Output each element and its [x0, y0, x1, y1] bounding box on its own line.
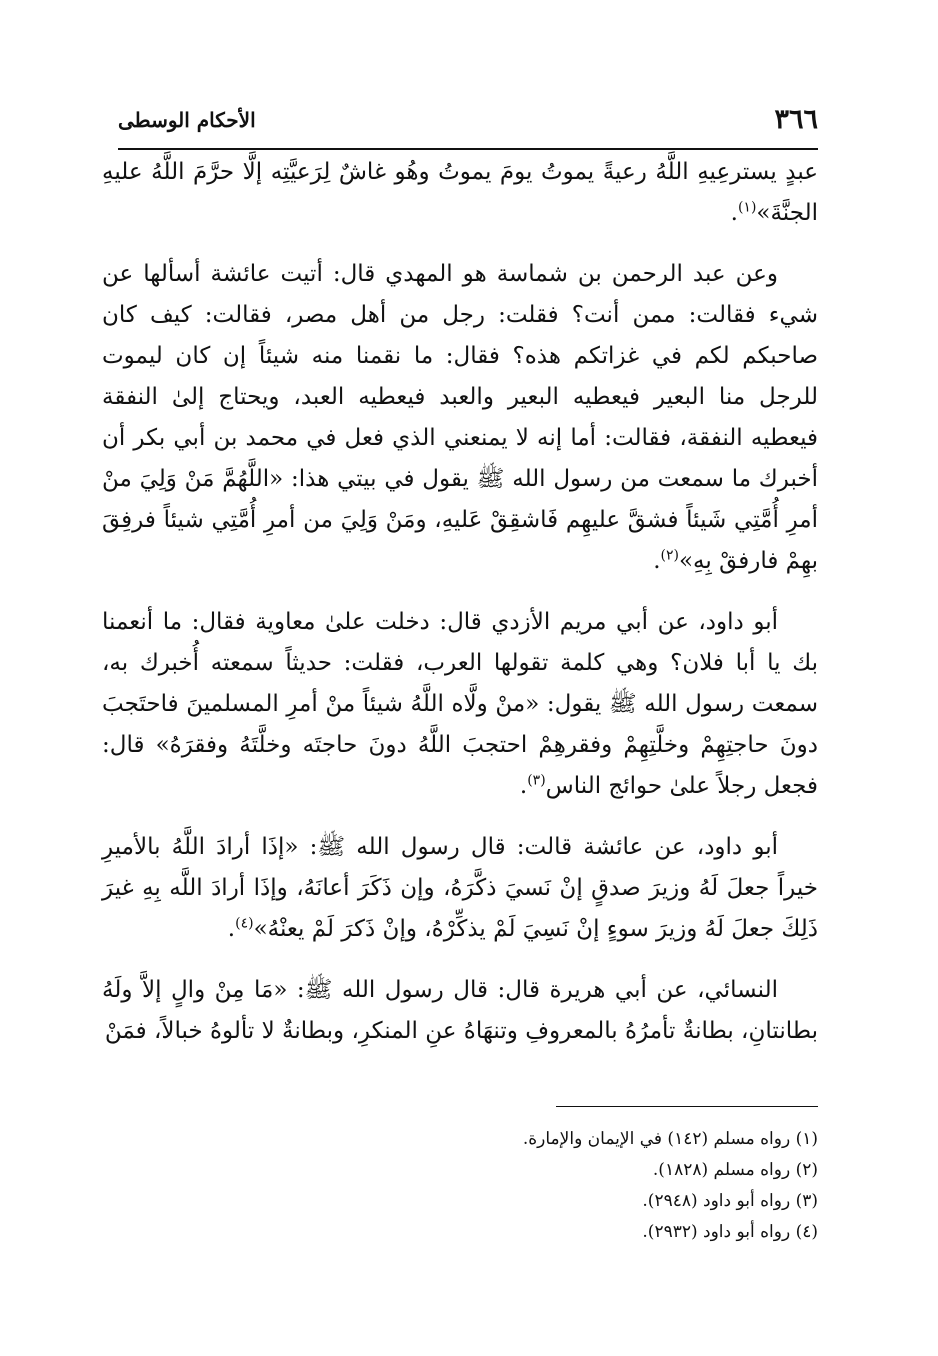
footnote: (٢) رواه مسلم (١٨٢٨). — [652, 1160, 818, 1180]
paragraph: وعن عبد الرحمن بن شماسة هو المهدي قال: أتيت عائشة أسألها عن شيء فقالت: ممن أنت؟ فقلت: رجل من أهل مصر، فقالت: كيف كان صاحبكم لكم في غزاتكم هذه؟ فقال: ما نقمنا منه شيئاً إن كان ليموت للرجل منا البعير فيعطيه البعير والعبد فيعطيه العبد، ويحتاج إلىٰ النفقة فيعطيه النفقة، فقالت: أما إنه لا يمنعني الذي فعل في محمد بن أبي بكر أن أخبرك ما سمعت من رسول الله ﷺ يقول في بيتي هذا: «اللَّهُمَّ مَنْ وَلِيَ منْ أمرِ أُمَّتِي شَيئاً فشقَّ عليهِم فَاشقِقْ عَليهِ، ومَنْ وَلِيَ من أمرِ أُمَّتِي شيئاً فرفِقَ بهِمْ فارفقْ بِهِ»$^{(٢)}$. — [102, 261, 818, 574]
paragraph: عبدٍ يسترعِيهِ اللَّهُ رعيةً يموتُ يومَ يموتُ وهُو غاشٌ لِرَعيَّتِه إلَّا حرَّمَ اللَّهُ عليهِ الجنَّةَ»$^{(١)}$. — [102, 159, 818, 226]
footnote-ref: (١) — [737, 199, 757, 216]
page-number: ٣٦٦ — [774, 104, 818, 135]
footnotes — [102, 1124, 818, 1248]
footnote-divider — [556, 1106, 818, 1107]
footnote-ref: (٣) — [527, 772, 546, 789]
footnote: (٣) رواه أبو داود (٢٩٤٨). — [642, 1191, 818, 1211]
paragraph: أبو داود، عن عائشة قالت: قال رسول الله ﷺ: «إذَا أرادَ اللَّهُ بالأميرِ خيراً جعلَ لَهُ وزيرَ صدقٍ إنْ نَسيَ ذكَّرَهُ، وإن ذَكَرَ أعانَهُ، وإذَا أرادَ اللَّه بِهِ غيرَ ذَلِكَ جعلَ لَهُ وزيرَ سوءٍ إنْ نَسِيَ لَمْ يذكِّرْهُ، وإنْ ذَكرَ لَمْ يعنْهُ»$^{(٤)}$. — [102, 834, 818, 942]
footnote-ref: (٢) — [660, 547, 679, 564]
footnote-ref: (٤) — [235, 915, 254, 932]
footnote: (١) رواه مسلم (١٤٢) في الإيمان والإمارة. — [522, 1129, 818, 1149]
book-title: الأحكام الوسطى — [118, 108, 256, 132]
paragraph: أبو داود، عن أبي مريم الأزدي قال: دخلت علىٰ معاوية فقال: ما أنعمنا بك يا أبا فلان؟ وهي كلمة تقولها العرب، فقلت: حديثاً سمعته أُخبرك به، سمعت رسول الله ﷺ يقول: «منْ ولَّاه اللَّهُ شيئاً منْ أمرِ المسلمينَ فاحتَجبَ دونَ حاجتِهِمْ وخلَّتِهِمْ وفقرهِمْ احتجبَ اللَّهُ دونَ حاجتَه وخلَّتَهُ وفقرَهُ» قال: فجعل رجلاً علىٰ حوائج الناس$^{(٣)}$. — [102, 609, 818, 799]
body-text — [102, 152, 818, 1072]
paragraph: النسائي، عن أبي هريرة قال: قال رسول الله ﷺ: «مَا مِنْ والٍ إلاَّ ولَهُ بطانتانِ، بطانةٌ تأمرُهُ بالمعروفِ وتنهَاهُ عنِ المنكرِ، وبطانةٌ لا تألوهُ خبالاً، فمَنْ — [102, 977, 818, 1044]
page-header — [118, 104, 818, 150]
footnote: (٤) رواه أبو داود (٢٩٣٢). — [642, 1222, 818, 1242]
